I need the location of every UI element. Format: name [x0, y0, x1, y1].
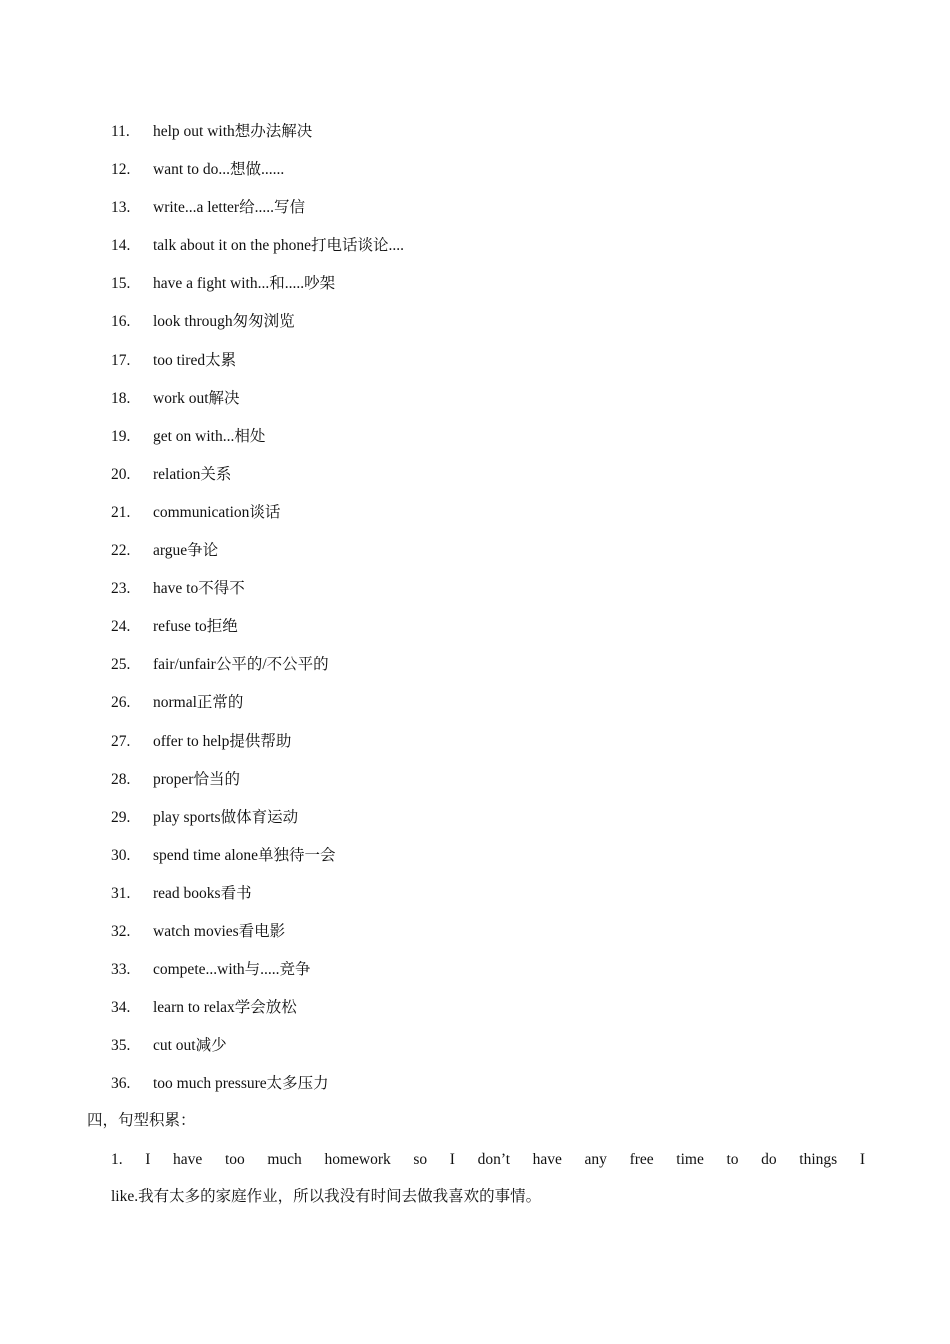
list-item-text: cut out减少 [153, 1037, 227, 1055]
sentence-word: do [761, 1151, 777, 1168]
list-item [0, 424, 950, 462]
list-item-number: 35. [111, 1037, 131, 1055]
list-item [0, 538, 950, 576]
sentence-word: time [676, 1151, 704, 1168]
list-item [0, 1033, 950, 1071]
sentence-word: have [173, 1151, 203, 1168]
list-item-text: too much pressure太多压力 [153, 1075, 329, 1093]
list-item [0, 500, 950, 538]
list-item-text: argue争论 [153, 542, 219, 560]
section-heading: 四，句型积累： [87, 1112, 196, 1129]
example-sentence [111, 1147, 865, 1210]
list-item-number: 34. [111, 999, 131, 1017]
list-item-number: 36. [111, 1075, 131, 1093]
list-item-number: 33. [111, 961, 131, 979]
sentence-word: too [224, 1151, 245, 1168]
list-item-text: have a fight with...和.....吵架 [153, 275, 336, 293]
sentence-word: I [859, 1151, 865, 1168]
list-item-number: 17. [111, 351, 131, 369]
list-item [0, 576, 950, 614]
list-item-number: 13. [111, 199, 131, 217]
list-item [0, 233, 950, 271]
sentence-word: I [145, 1151, 151, 1168]
list-item-text: talk about it on the phone打电话谈论.... [153, 237, 404, 255]
sentence-word: so [413, 1151, 428, 1168]
list-item-text: fair/unfair公平的/不公平的 [153, 656, 329, 674]
list-item [0, 843, 950, 881]
sentence-word: have [532, 1151, 562, 1168]
list-item-text: refuse to拒绝 [153, 618, 238, 636]
list-item-number: 15. [111, 275, 131, 293]
list-item-number: 22. [111, 542, 131, 560]
sentence-word: any [584, 1151, 607, 1168]
list-item-text: watch movies看电影 [153, 922, 286, 940]
sentence-word: free [629, 1151, 654, 1168]
list-item-number: 14. [111, 237, 131, 255]
list-item [0, 729, 950, 767]
sentence-line-1 [111, 1147, 865, 1173]
list-item-text: normal正常的 [153, 694, 244, 712]
list-item [0, 652, 950, 690]
list-item-number: 21. [111, 503, 131, 521]
list-item [0, 919, 950, 957]
list-item-text: work out解决 [153, 389, 240, 407]
list-item [0, 614, 950, 652]
list-item [0, 386, 950, 424]
list-item-text: compete...with与.....竞争 [153, 961, 311, 979]
list-item-text: communication谈话 [153, 503, 281, 521]
list-item-number: 18. [111, 389, 131, 407]
list-item [0, 690, 950, 728]
list-item-number: 19. [111, 427, 131, 445]
list-item [0, 805, 950, 843]
list-item [0, 309, 950, 347]
sentence-word: 1. [111, 1151, 123, 1168]
list-item-text: write...a letter给.....写信 [153, 199, 305, 217]
list-item-number: 20. [111, 465, 131, 483]
list-item [0, 119, 950, 157]
sentence-word: much [267, 1151, 302, 1168]
list-item-text: play sports做体育运动 [153, 808, 299, 826]
sentence-word: to [726, 1151, 739, 1168]
list-item-number: 12. [111, 161, 131, 179]
list-item-number: 24. [111, 618, 131, 636]
list-item-number: 27. [111, 732, 131, 750]
list-item-text: get on with...相处 [153, 427, 266, 445]
sentence-line-2: like.我有太多的家庭作业，所以我没有时间去做我喜欢的事情。 [111, 1188, 542, 1205]
list-item-number: 32. [111, 922, 131, 940]
sentence-word: things [799, 1151, 838, 1168]
list-item-number: 30. [111, 846, 131, 864]
list-item-number: 28. [111, 770, 131, 788]
list-item-text: too tired太累 [153, 351, 237, 369]
list-item-text: help out with想办法解决 [153, 123, 313, 140]
sentence-word: homework [324, 1151, 391, 1168]
list-item [0, 195, 950, 233]
list-item [0, 271, 950, 309]
list-item-text: relation关系 [153, 465, 232, 483]
list-item [0, 157, 950, 195]
list-item-number: 29. [111, 808, 131, 826]
sentence-word: don’t [477, 1151, 511, 1168]
list-item-text: have to不得不 [153, 580, 245, 598]
list-item [0, 1071, 950, 1109]
list-item-text: learn to relax学会放松 [153, 999, 297, 1017]
list-item [0, 348, 950, 386]
list-item-text: want to do...想做...... [153, 161, 285, 179]
list-item [0, 957, 950, 995]
vocabulary-list [0, 119, 950, 1109]
list-item-text: look through匆匆浏览 [153, 313, 295, 331]
list-item [0, 462, 950, 500]
sentence-word: I [449, 1151, 455, 1168]
list-item-text: offer to help提供帮助 [153, 732, 292, 750]
list-item-text: read books看书 [153, 884, 252, 902]
list-item-number: 11. [111, 123, 130, 140]
list-item-number: 25. [111, 656, 131, 674]
list-item-text: spend time alone单独待一会 [153, 846, 336, 864]
list-item-number: 26. [111, 694, 131, 712]
list-item-number: 23. [111, 580, 131, 598]
list-item [0, 767, 950, 805]
list-item-text: proper恰当的 [153, 770, 240, 788]
list-item-number: 31. [111, 884, 131, 902]
list-item [0, 881, 950, 919]
list-item-number: 16. [111, 313, 131, 331]
list-item [0, 995, 950, 1033]
